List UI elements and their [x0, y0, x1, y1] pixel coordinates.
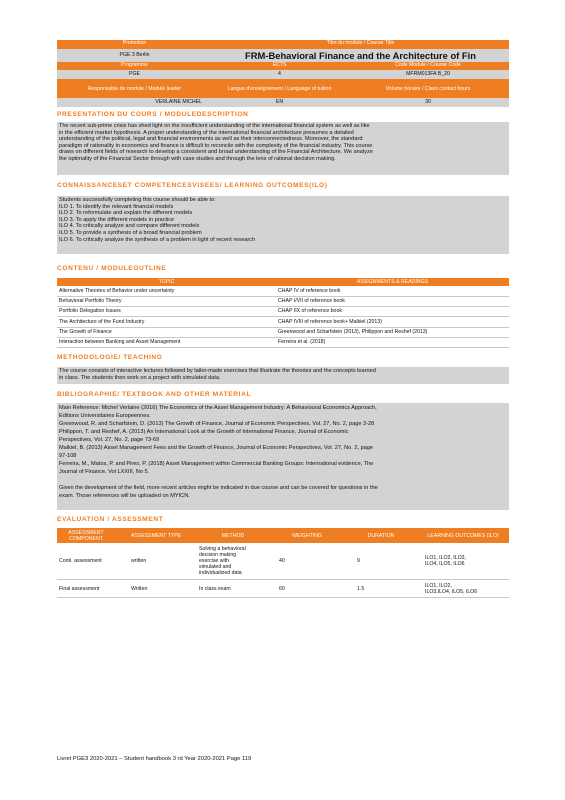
- bibliography-line: Greenwood, R. and Scharfstein, D. (2013) The Growth of Finance, Journal of Economic Perspectives, Vol. 27, No. 2, page 3-28: [59, 421, 375, 427]
- outcome-line: Students successfully completing this course should be able to:: [59, 197, 216, 203]
- header-row-values-2: [57, 70, 509, 79]
- bibliography-line: Main Reference: Michel Verlaine (2016) The Economics of the Asset Management Industry: A Behavioural Economics Approach,: [59, 405, 377, 411]
- header-row-labels-1: [57, 40, 509, 49]
- assessment-col-component: ASSESSMENT COMPONENT: [68, 529, 104, 542]
- outcome-line: ILO 4. To critically analyze and compare different models: [59, 223, 200, 230]
- method-line: decision making: [199, 552, 237, 558]
- bibliography-line: Given the development of the field, more recent articles might be indicated in due course and can be covered for questions in the: [59, 485, 378, 491]
- assessment-col-weighting: WEIGHTING: [292, 532, 322, 539]
- assessment-duration: 1.5: [357, 585, 365, 592]
- assessment-row: [57, 580, 509, 598]
- presentation-title: PRESENTATION DU COURS / MODULEDESCRIPTION: [57, 111, 249, 118]
- outline-row: [57, 318, 509, 328]
- promotion-label: Promotion: [122, 40, 147, 46]
- header-row-values-3: [57, 98, 509, 107]
- method-line: In class exam: [199, 585, 231, 592]
- outline-row: [57, 287, 509, 297]
- contact-hours-value: 30: [425, 99, 431, 105]
- bibliography-line: Philippon, T. and Reshef, A. (2013) An International Look at the Growth of International Finance, Journal of Economic: [59, 429, 349, 435]
- assessment-weighting: 60: [279, 585, 285, 592]
- teaching-line: in class. The students then work on a project with simulated data.: [59, 374, 221, 381]
- programme-label: Programme: [120, 62, 149, 68]
- outline-assignment: CHAP IV of reference book: [278, 288, 341, 294]
- outline-topic: Behavioral Portfolio Theory: [59, 298, 122, 304]
- assessment-col-ilo: LEARNING OUTCOMES (ILO): [427, 532, 499, 539]
- header-row-values-1: [57, 49, 509, 62]
- assessment-component: Conti. assessment: [59, 558, 102, 564]
- presentation-line: in the efficient market hypothesis. A proper understanding of the international financial architecture presumes a detailed: [59, 129, 354, 136]
- method-line: individualized data: [199, 570, 242, 576]
- assessment-ilo: [417, 583, 509, 595]
- module-leader-value: VERLAINE MICHEL: [155, 99, 202, 105]
- course-code-label: Code Module / Course Code: [395, 62, 461, 68]
- method-line: exercise with: [199, 558, 229, 564]
- bibliography-line: exam. Those references will be uploaded on MYICN.: [59, 493, 190, 499]
- ilo-line: ILO1, ILO2,: [425, 582, 452, 589]
- module-leader-label: Responsable de module / Module leader: [87, 85, 182, 92]
- assessment-ilo: [417, 555, 509, 567]
- assessment-weighting: 40: [279, 558, 285, 564]
- bibliography-line: [59, 476, 507, 484]
- outline-assignment: CHAP IIX of reference book: [278, 308, 342, 314]
- teaching-title: METHODOLOGIE/ TEACHING: [57, 354, 163, 361]
- assessment-col-type: ASSESSMENT TYPE: [130, 532, 182, 539]
- ilo-line: ILO1, ILO2, ILO3,: [425, 555, 466, 561]
- method-line: Solving a behavioral: [199, 546, 246, 552]
- assessment-row: [57, 543, 509, 580]
- language-label: Langue d'enseignement / Language of tuition: [227, 85, 332, 92]
- outline-title: CONTENU / MODULEOUTLINE: [57, 265, 167, 272]
- module-title-value: FRM-Behavioral Finance and the Architecture of Fin: [245, 50, 476, 61]
- page-footer: Livret PGE3 2020-2021 – Student handbook 3 rd Year 2020-2021 Page 119: [57, 756, 252, 762]
- module-title-label: Titre du module / Course Title: [326, 40, 395, 46]
- ects-value: 4: [278, 71, 281, 77]
- outcome-line: ILO 2. To reformulate and explain the different models: [59, 210, 193, 217]
- outline-row: [57, 307, 509, 317]
- presentation-line: The recent sub-prime crisis has shed light on the insufficient understanding of the international financial system as well as like: [59, 123, 370, 129]
- header-row-labels-3: [57, 79, 509, 98]
- assessment-type: written: [131, 558, 147, 564]
- outcome-line: ILO 3. To apply the different models in practice: [59, 216, 175, 223]
- presentation-box: [57, 122, 509, 175]
- bibliography-line: Journal of Finance, Vol LXXIII, No 5.: [59, 469, 150, 475]
- outcomes-box: [57, 196, 509, 254]
- outline-row: [57, 297, 509, 307]
- outline-topic: Portfolio Delegation Issues: [59, 308, 121, 314]
- teaching-box: [57, 367, 509, 384]
- assessment-type: Written: [131, 585, 148, 592]
- assessment-duration: 9: [357, 558, 360, 564]
- method-line: simulated and: [199, 564, 232, 570]
- outline-col-topic: TOPIC: [158, 279, 175, 285]
- bibliography-line: Malkiel, B. (2013) Asset Management Fees and the Growth of Finance, Journal of Economic Perspectives, Vol. 27, No. 2, page: [59, 445, 374, 451]
- presentation-line: understanding of the political, legal and financial environments as well as their interconnectedness. Moreover, the standard: [59, 136, 363, 143]
- assessment-method: [197, 586, 269, 592]
- outline-assignment: CHAP I/VII of reference book: [278, 298, 345, 304]
- language-value: EN: [275, 99, 284, 105]
- outline-assignment: CHAP IVIII of reference book+ Malkiel (2013): [278, 319, 382, 325]
- outline-assignment: Ferreira et al. (2018): [278, 339, 326, 345]
- outcome-line: ILO 6. To critically analyze the synthesis of a problem in light of recent research: [59, 236, 256, 243]
- bibliography-line: Ferreira, M., Matos, P. and Pires, P. (2018) Asset Management within Commercial Banking Groups: International evidence, The: [59, 461, 374, 467]
- outline-row: [57, 338, 509, 348]
- outcome-line: ILO 5. To provide a synthesis of a broad financial problem: [59, 229, 202, 236]
- bibliography-line: 97-108: [59, 453, 77, 459]
- outline-topic: The Architecture of the Fund Industry: [59, 319, 145, 325]
- outline-header: [57, 278, 509, 286]
- outline-col-assignments: ASSIGNMENTS & READINGS: [356, 279, 429, 285]
- assessment-method: [197, 546, 269, 576]
- promotion-value: PGE 3 Berlin: [119, 52, 150, 58]
- ilo-line: ILO3,ILO4, ILO5, ILO6: [425, 588, 478, 595]
- course-code-value: MFRM013FA B_20: [406, 71, 450, 77]
- presentation-line: the optimality of the Financial Sector through with case studies and through the lens of rational decision making.: [59, 155, 336, 162]
- assessment-title: EVALUATION / ASSESSMENT: [57, 516, 164, 523]
- assessment-header: [57, 528, 509, 543]
- presentation-line: paradigm of rationality in economics and finance is difficult to reconcile with the complexity of the financial industry. This course: [59, 142, 373, 149]
- outline-assignment: Greenwood and Scharfstein (2013), Philippon and Reshef (2013): [278, 329, 428, 335]
- presentation-line: draws on different fields of research to develop a consistent and broad understanding of the Financial Architecture. We analyze: [59, 149, 373, 156]
- outline-topic: The Growth of Finance: [59, 329, 112, 335]
- outline-topic: Interaction between Banking and Asset Management: [59, 339, 181, 345]
- bibliography-box: [57, 403, 509, 510]
- header-row-labels-2: [57, 62, 509, 70]
- outline-row: [57, 328, 509, 338]
- ilo-line: ILO4, ILO5, ILO6: [425, 561, 465, 567]
- assessment-col-duration: DURATION: [367, 532, 395, 539]
- bibliography-title: BIBLIOGRAPHIE/ TEXTBOOK AND OTHER MATERIAL: [57, 391, 252, 398]
- outcome-line: ILO 1. To identify the relevant financial models: [59, 203, 174, 210]
- outcomes-title: CONNAISSANCESET COMPETENCESVISEES/ LEARNING OUTCOMES(ILO): [57, 182, 328, 189]
- assessment-col-method: METHOD: [221, 532, 245, 539]
- teaching-line: The course consists of interactive lectures followed by tailor-made exercises that illustrate the theories and the concepts learned: [59, 368, 376, 374]
- assessment-component: Final assessment: [59, 585, 100, 592]
- outline-topic: Alternative Theories of Behavior under uncertainty: [59, 288, 175, 294]
- bibliography-line: Editions Universitaires Europeennes.: [59, 413, 151, 419]
- ects-label: ECTS: [272, 62, 287, 68]
- contact-hours-label: Volume horaire / Class contact hours: [385, 85, 471, 92]
- programme-value: PGE: [129, 71, 140, 77]
- bibliography-line: Perspectives, Vol. 27, No. 2, page 73-69: [59, 437, 160, 443]
